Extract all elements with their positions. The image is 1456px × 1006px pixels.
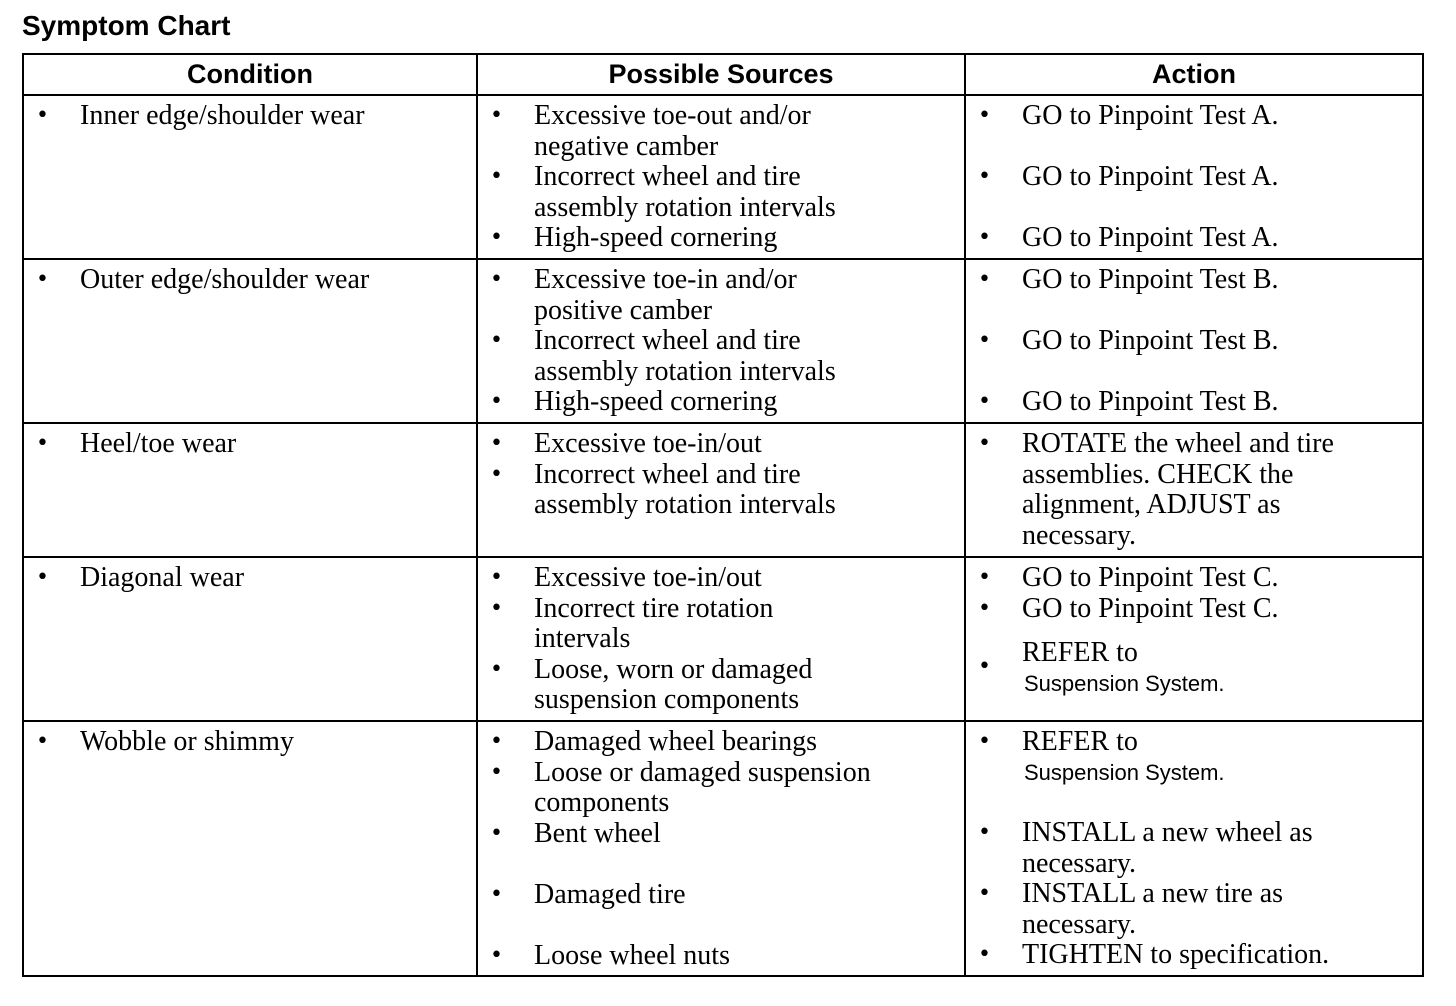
action-text: REFER to	[1022, 726, 1138, 757]
list-item	[24, 265, 476, 296]
condition-text: Diagonal wear	[80, 562, 245, 593]
bullet-icon: •	[36, 103, 49, 128]
suspension-system-reference: Suspension System.	[1024, 759, 1225, 785]
condition-cell	[23, 557, 477, 721]
list-item	[966, 326, 1422, 357]
action-cell	[965, 423, 1423, 557]
action-text: GO to Pinpoint Test B.	[1022, 264, 1279, 295]
source-text: Damaged wheel bearings	[534, 726, 817, 757]
bullet-icon: •	[36, 431, 49, 456]
table-row	[23, 95, 1423, 259]
symptom-table	[22, 53, 1424, 977]
bullet-icon: •	[490, 225, 503, 250]
source-text: High-speed cornering	[534, 386, 778, 417]
list-item	[478, 265, 852, 326]
list-item	[966, 101, 1422, 132]
bullet-icon: •	[490, 431, 503, 456]
condition-cell	[23, 423, 477, 557]
column-header-condition: Condition	[23, 54, 477, 95]
bullet-icon: •	[490, 103, 503, 128]
bullet-icon: •	[978, 225, 991, 250]
condition-text: Heel/toe wear	[80, 428, 237, 459]
bullet-icon: •	[490, 461, 503, 487]
bullet-icon: •	[36, 565, 49, 590]
column-header-possible-sources: Possible Sources	[477, 54, 965, 95]
list-item	[478, 727, 964, 758]
condition-cell	[23, 721, 477, 976]
bullet-icon: •	[978, 328, 991, 353]
list-item	[478, 223, 964, 254]
action-text: GO to Pinpoint Test B.	[1022, 325, 1279, 356]
source-text: Loose, worn or damaged suspension components	[534, 653, 813, 715]
condition-text: Outer edge/shoulder wear	[80, 264, 370, 295]
list-item	[966, 162, 1422, 193]
action-text: GO to Pinpoint Test C.	[1022, 592, 1279, 624]
list-item	[478, 429, 964, 460]
action-text: GO to Pinpoint Test A.	[1022, 222, 1279, 253]
action-text: GO to Pinpoint Test A.	[1022, 100, 1279, 131]
condition-cell	[23, 95, 477, 259]
list-item	[478, 655, 872, 716]
source-text: High-speed cornering	[534, 222, 778, 253]
bullet-icon: •	[978, 820, 991, 845]
source-text: Bent wheel	[534, 817, 661, 849]
source-text: Incorrect tire rotation intervals	[534, 592, 774, 654]
bullet-icon: •	[490, 820, 503, 846]
sources-cell	[477, 423, 965, 557]
bullet-icon: •	[490, 164, 503, 189]
source-text: Excessive toe-out and/or negative camber	[534, 100, 811, 162]
bullet-icon: •	[978, 565, 991, 590]
bullet-icon: •	[490, 942, 503, 968]
list-item	[478, 758, 932, 819]
sources-cell	[477, 259, 965, 423]
bullet-icon: •	[490, 328, 503, 353]
source-text: Incorrect wheel and tire assembly rotation intervals	[534, 161, 836, 223]
list-item	[24, 727, 476, 758]
bullet-icon: •	[490, 881, 503, 907]
bullet-icon: •	[490, 729, 503, 754]
sources-cell	[477, 95, 965, 259]
bullet-icon: •	[978, 103, 991, 128]
page-title: Symptom Chart	[22, 10, 231, 41]
bullet-icon: •	[978, 729, 991, 754]
table-row	[23, 423, 1423, 557]
bullet-icon: •	[490, 565, 503, 590]
bullet-icon: •	[978, 267, 991, 292]
list-item	[478, 326, 892, 387]
bullet-icon: •	[978, 942, 991, 967]
sources-cell	[477, 557, 965, 721]
header-row	[23, 54, 1423, 95]
bullet-icon: •	[978, 654, 991, 679]
action-cell	[965, 721, 1423, 976]
list-item	[966, 223, 1422, 254]
source-text: Loose or damaged suspension components	[534, 756, 871, 818]
list-item	[478, 460, 892, 521]
bullet-icon: •	[490, 759, 503, 785]
condition-text: Inner edge/shoulder wear	[80, 100, 365, 131]
action-cell	[965, 557, 1423, 721]
condition-cell	[23, 259, 477, 423]
list-item	[966, 265, 1422, 296]
list-item	[24, 101, 476, 132]
list-item	[478, 819, 964, 850]
source-text: Damaged tire	[534, 878, 686, 910]
list-item	[478, 387, 964, 418]
list-item	[478, 880, 964, 911]
action-text: GO to Pinpoint Test C.	[1022, 562, 1279, 593]
bullet-icon: •	[978, 431, 991, 456]
list-item	[966, 387, 1422, 418]
action-text: INSTALL a new tire as necessary.	[1022, 878, 1284, 940]
action-text: GO to Pinpoint Test A.	[1022, 161, 1279, 192]
list-item	[966, 563, 1422, 594]
bullet-icon: •	[490, 267, 503, 292]
list-item	[966, 727, 1422, 788]
list-item	[478, 162, 892, 223]
bullet-icon: •	[36, 729, 49, 754]
action-cell	[965, 95, 1423, 259]
list-item	[966, 940, 1422, 971]
list-item	[966, 638, 1422, 699]
bullet-icon: •	[36, 267, 49, 292]
bullet-icon: •	[490, 656, 503, 682]
source-text: Incorrect wheel and tire assembly rotation intervals	[534, 325, 836, 387]
sources-cell	[477, 721, 965, 976]
list-item	[966, 429, 1400, 551]
source-text: Excessive toe-in/out	[534, 562, 762, 593]
action-text: TIGHTEN to specification.	[1022, 939, 1330, 970]
bullet-icon: •	[978, 595, 991, 621]
table-row	[23, 259, 1423, 423]
action-text: INSTALL a new wheel as necessary.	[1022, 817, 1313, 879]
source-text: Incorrect wheel and tire assembly rotation intervals	[534, 458, 836, 520]
list-item	[478, 594, 832, 655]
action-text: REFER to	[1022, 637, 1138, 668]
list-item	[478, 563, 964, 594]
list-item	[478, 941, 964, 972]
list-item	[24, 563, 476, 594]
bullet-icon: •	[978, 881, 991, 906]
condition-text: Wobble or shimmy	[80, 726, 294, 757]
suspension-system-reference: Suspension System.	[1024, 670, 1225, 696]
table-row	[23, 721, 1423, 976]
source-text: Excessive toe-in/out	[534, 428, 762, 459]
list-item	[24, 429, 476, 460]
source-text: Excessive toe-in and/or positive camber	[534, 264, 797, 326]
action-text: ROTATE the wheel and tire assemblies. CHECK the alignment, ADJUST as necessary.	[1022, 428, 1334, 551]
list-item	[966, 879, 1350, 940]
column-header-action: Action	[965, 54, 1423, 95]
list-item	[478, 101, 862, 162]
list-item	[966, 818, 1370, 879]
bullet-icon: •	[978, 389, 991, 414]
bullet-icon: •	[978, 164, 991, 189]
source-text: Loose wheel nuts	[534, 939, 730, 971]
table-row	[23, 557, 1423, 721]
list-item	[966, 594, 1422, 625]
action-cell	[965, 259, 1423, 423]
bullet-icon: •	[490, 595, 503, 621]
action-text: GO to Pinpoint Test B.	[1022, 386, 1279, 417]
bullet-icon: •	[490, 389, 503, 414]
